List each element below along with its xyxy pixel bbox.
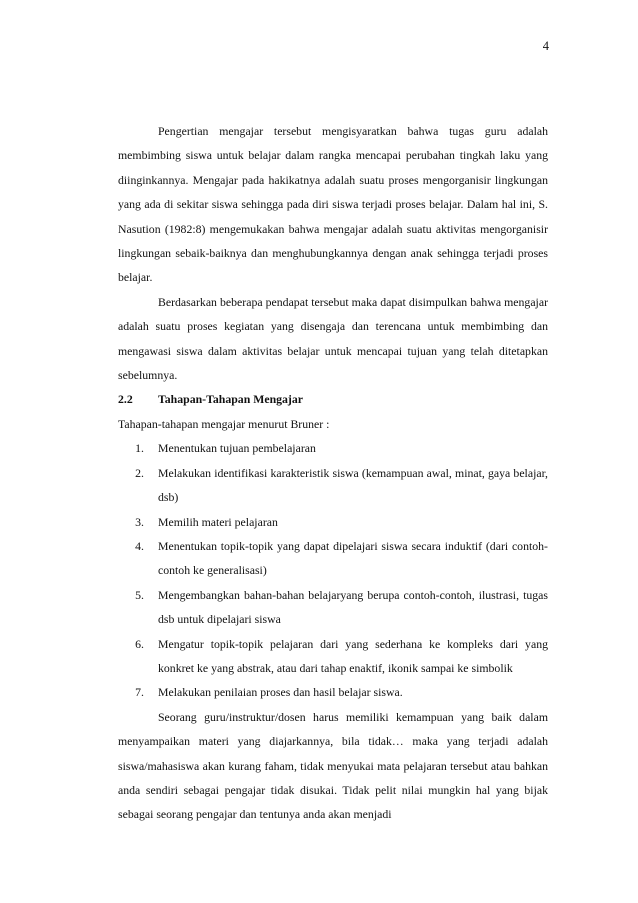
list-item-text: Mengembangkan bahan-bahan belajaryang berupa contoh-contoh, ilustrasi, tugas dsb untuk dipelajari siswa bbox=[158, 587, 548, 627]
list-item-text: Melakukan penilaian proses dan hasil belajar siswa. bbox=[158, 685, 403, 700]
page-content bbox=[118, 119, 548, 827]
paragraph-definition: Pengertian mengajar tersebut mengisyaratkan bahwa tugas guru adalah membimbing siswa untuk belajar dalam rangka mencapai perubahan tingkah laku yang diinginkannya. Mengajar pada hakikatnya adalah suatu proses mengorganisir lingkungan yang ada di sekitar siswa sehingga pada diri siswa terjadi proses belajar. Dalam hal ini, S. Nasution (1982:8) mengemukakan bahwa mengajar adalah suatu aktivitas mengorganisir lingkungan sebaik-baiknya dan menghubungkannya dengan anak sehingga terjadi proses belajar. bbox=[118, 124, 548, 285]
section-number: 2.2 bbox=[118, 392, 133, 407]
list-item-number: 1. bbox=[135, 441, 144, 456]
list-item-text: Mengatur topik-topik pelajaran dari yang sederhana ke kompleks dari yang konkret ke yang abstrak, atau dari tahap enaktif, ikonik sampai ke simbolik bbox=[158, 636, 548, 675]
list-item bbox=[118, 461, 548, 510]
list-item-number: 5. bbox=[135, 587, 144, 602]
steps-list bbox=[118, 436, 548, 704]
list-item bbox=[118, 583, 548, 632]
list-item bbox=[118, 534, 548, 583]
steps-intro: Tahapan-tahapan mengajar menurut Bruner : bbox=[118, 416, 330, 431]
list-item-text: Memilih materi pelajaran bbox=[158, 514, 278, 529]
list-item-text: Menentukan topik-topik yang dapat dipelajari siswa secara induktif (dari contoh-contoh ke generalisasi) bbox=[158, 538, 548, 578]
page-number: 4 bbox=[542, 39, 549, 53]
list-item-text: Menentukan tujuan pembelajaran bbox=[158, 441, 316, 456]
paragraph-conclusion: Berdasarkan beberapa pendapat tersebut maka dapat disimpulkan bahwa mengajar adalah suatu proses kegiatan yang disengaja dan terencana untuk membimbing dan mengawasi siswa dalam aktivitas belajar untuk mencapai tujuan yang telah ditetapkan sebelumnya. bbox=[118, 294, 548, 383]
list-item-number: 3. bbox=[135, 514, 144, 529]
list-item bbox=[118, 510, 548, 534]
section-title: Tahapan-Tahapan Mengajar bbox=[158, 392, 303, 407]
list-item-number: 6. bbox=[135, 636, 144, 651]
list-item bbox=[118, 632, 548, 681]
paragraph-teacher-ability: Seorang guru/instruktur/dosen harus memiliki kemampuan yang baik dalam menyampaikan materi yang diajarkannya, bila tidak… maka yang terjadi adalah siswa/mahasiswa akan kurang faham, tidak menyukai mata pelajaran tersebut atau bahkan anda sendiri sebagai pengajar tidak disukai. Tidak pelit nilai mungkin hal yang bijak sebagai seorang pengajar dan tentunya anda akan menjadi bbox=[118, 709, 548, 822]
list-item bbox=[118, 436, 548, 460]
list-item-number: 7. bbox=[135, 685, 144, 700]
section-heading bbox=[118, 387, 548, 411]
list-item-number: 4. bbox=[135, 538, 144, 553]
list-item bbox=[118, 680, 548, 704]
list-item-number: 2. bbox=[135, 465, 144, 480]
list-item-text: Melakukan identifikasi karakteristik siswa (kemampuan awal, minat, gaya belajar, dsb) bbox=[158, 465, 548, 505]
